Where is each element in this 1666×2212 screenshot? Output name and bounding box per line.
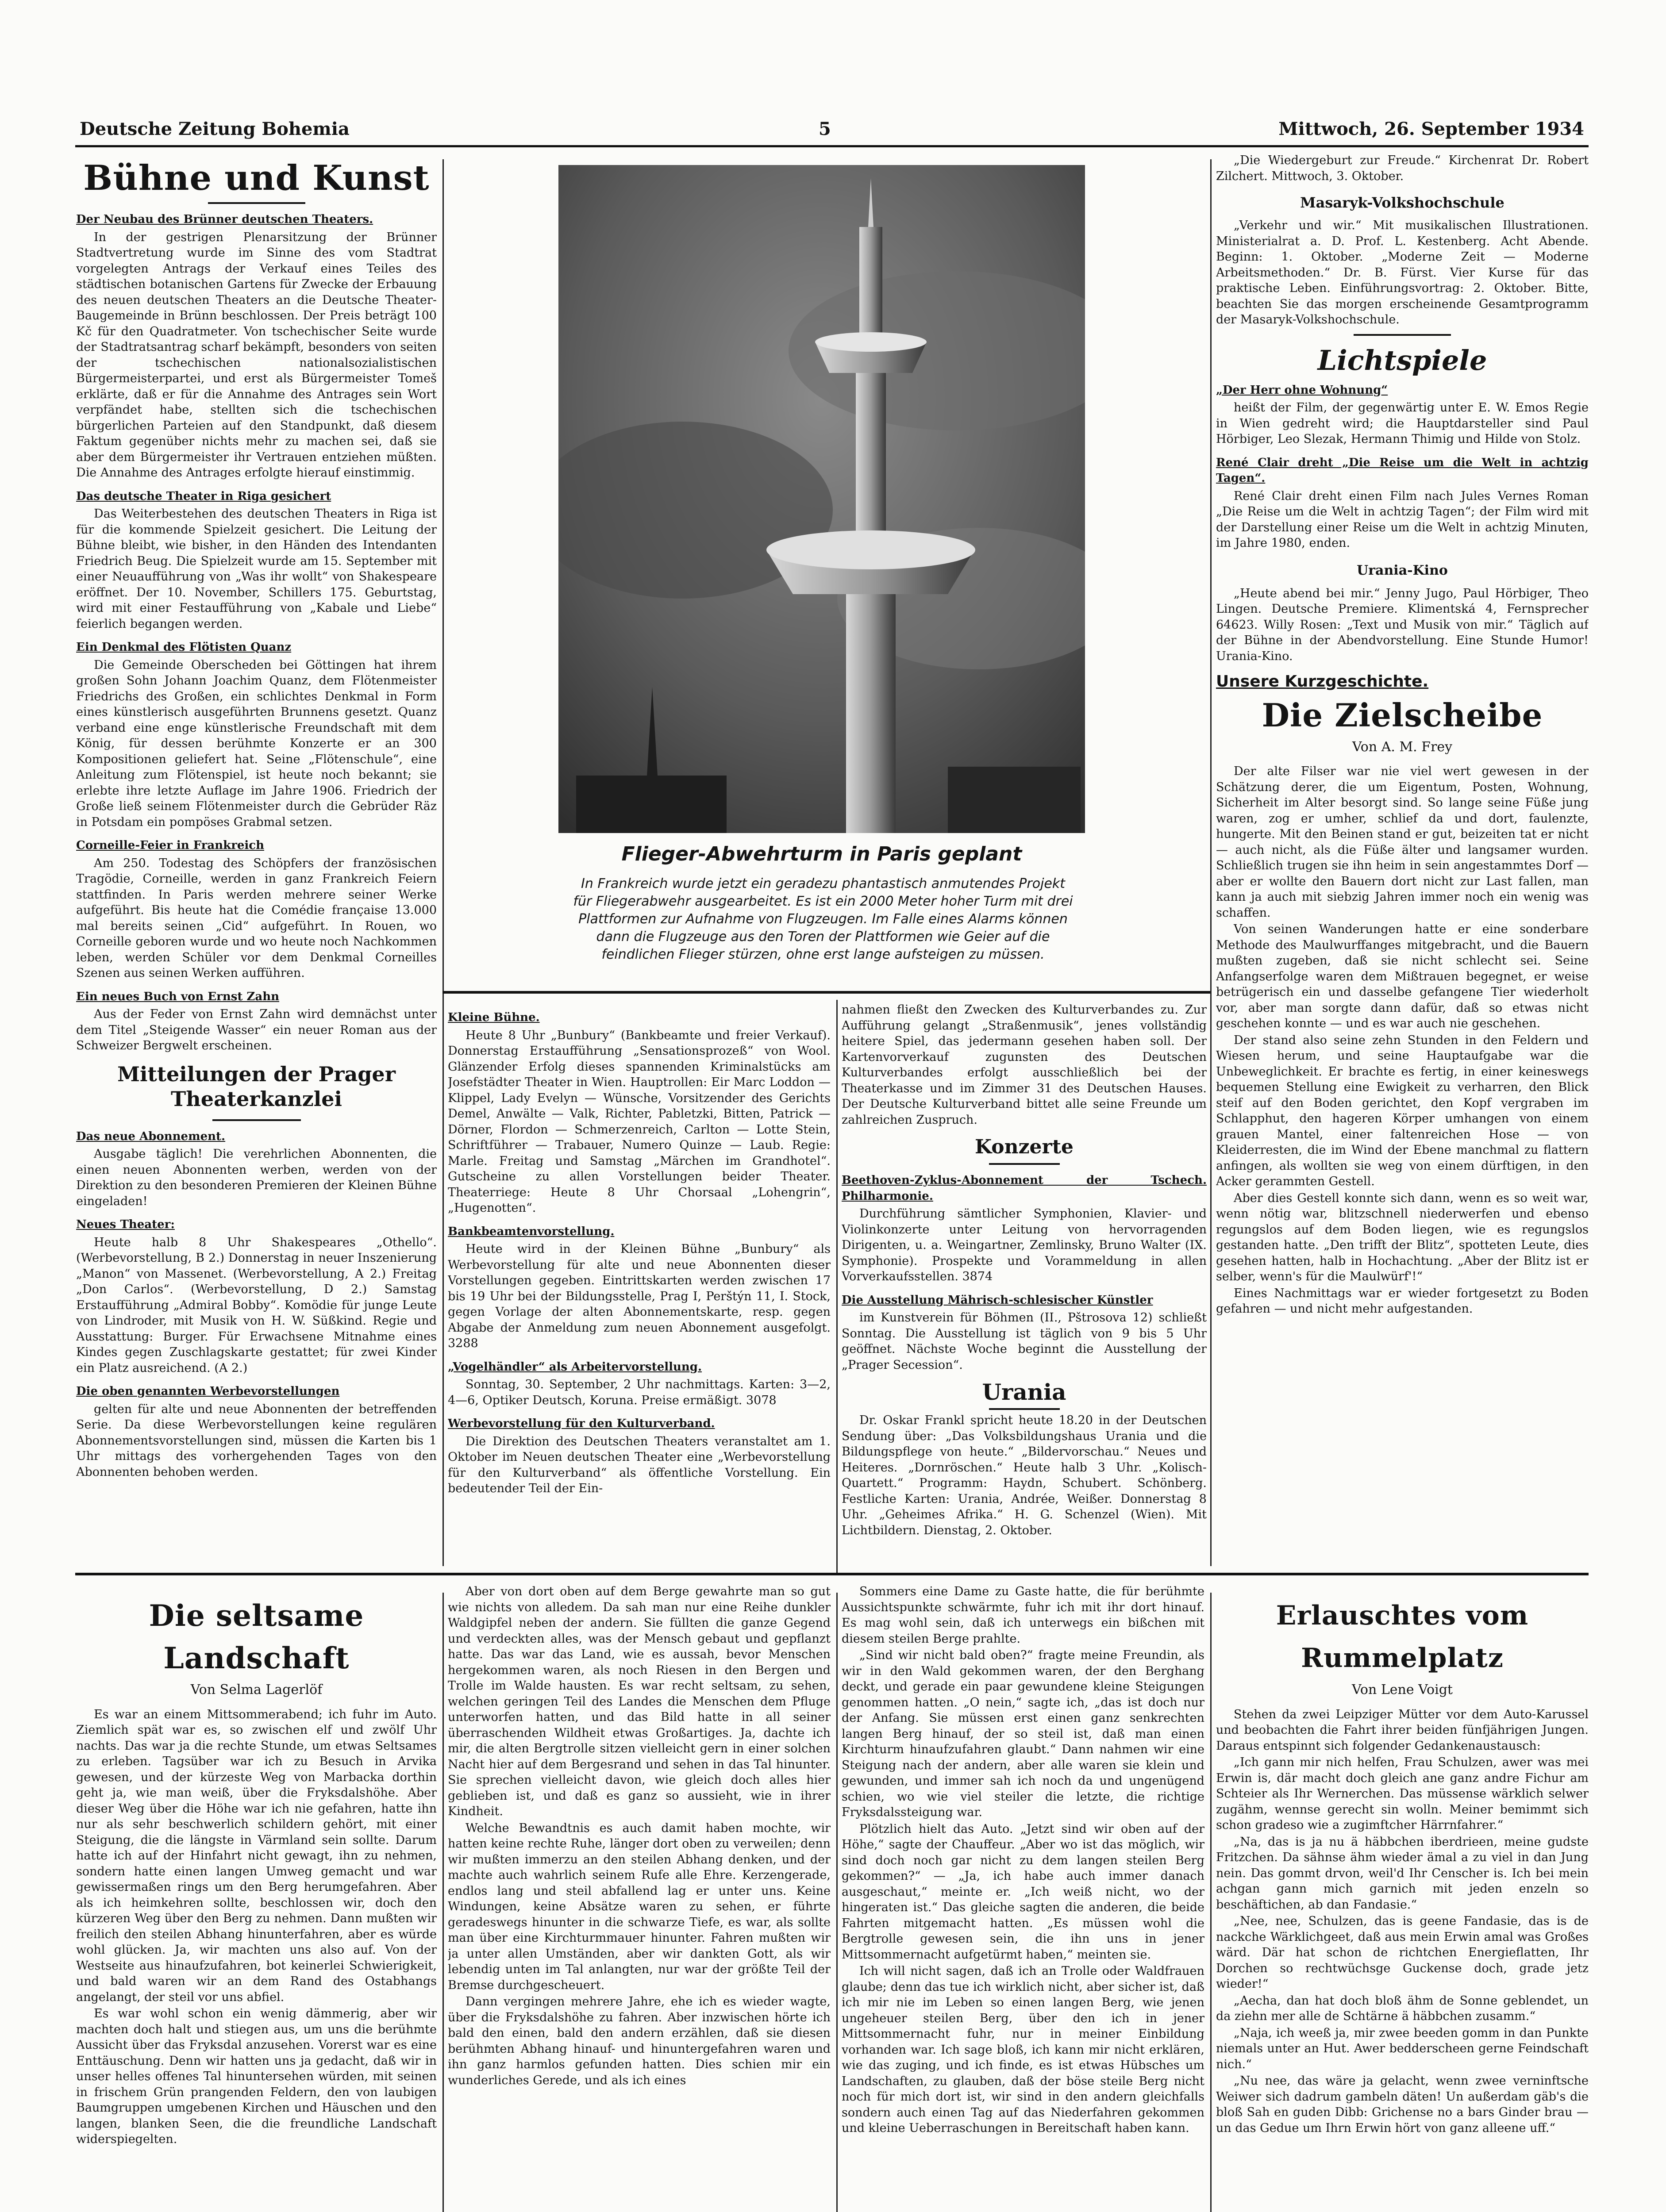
- paragraph: „Naja, ich weeß ja, mir zwee beeden gomm in dan Punkte niemals unter an Hut. Awer bedderscheen gerne Feindschaft nich.“: [1216, 2026, 1589, 2071]
- rummelplatz-author: Von Lene Voigt: [1352, 1682, 1453, 1697]
- urania-kino-title: Urania-Kino: [1357, 562, 1448, 578]
- column-rule: [442, 159, 444, 1566]
- paragraph: Aber dies Gestell konnte sich dann, wenn es so weit war, wenn nötig war, blitzschnell niederwerfen und ebenso regungslos auf dem Boden liegen, wie es regungslos gestanden hatte. „Den trifft der Blitz“, spotteten Leute, dies gesehen hatten, halb in Hochachtung. „Aber der Blitz ist er selber, wenn's für die Maulwürf'!“: [1216, 1191, 1589, 1283]
- anti-aircraft-tower-image: [558, 165, 1085, 833]
- column-rule: [836, 1593, 838, 2212]
- photo-caption: In Frankreich wurde jetzt ein geradezu phantastisch anmutendes Projekt für Fliegerabwehr ausgearbeitet. Es ist ein 2000 Meter hoher Turm mit drei Plattformen zur Aufnahme von Flugzeugen. Im Falle eines Alarms können dann die Flugzeuge aus den Toren der Plattformen wie Geier auf die feindlichen Flieger stürzen, ohne erst lange aufsteigen zu müssen.: [573, 876, 1073, 962]
- column-rule: [442, 1593, 444, 2212]
- paragraph: Welche Bewandtnis es auch damit haben mochte, wir hatten keine rechte Ruhe, länger dort oben zu verweilen; denn wir mußten immerzu an den steilen Abhang denken, und der machte auch wahrlich seinem Rufe alle Ehre. Kerzengerade, endlos lang und steil abfallend lag er unter uns. Keine Windungen, keine Absätze waren zu sehen, er führte geradeswegs hinunter in die schwarze Tiefe, es war, als sollte man über eine Kirchturmmauer hinunter. Fahren mußten wir ja unter allen Umständen, aber wir dankten Gott, als wir lebendig unten im Tal anlangten, nur war der größte Teil der Bremse durchgescheuert.: [448, 1821, 831, 1992]
- urania-text: Dr. Oskar Frankl spricht heute 18.20 in der Deutschen Sendung über: „Das Volksbildungshaus Urania und die Bildungspflege von heute.“ „Bildervorschau.“ Neues und Heiteres. „Dornröschen.“ Heute halb 3 Uhr. „Kolisch-Quartett.“ Programm: Haydn, Schubert. Schönberg. Festliche Karten: Urania, Andrée, Weißer. Donnerstag 8 Uhr. „Geheimes Afrika.“ H. G. Schenzel (Wien). Mit Lichtbildern. Dienstag, 2. Oktober.: [842, 1413, 1207, 1537]
- kurzgeschichte-label: Unsere Kurzgeschichte.: [1216, 672, 1429, 691]
- article-text: heißt der Film, der gegenwärtig unter E. W. Emos Regie in Wien gedreht wird; die Hauptdarsteller sind Paul Hörbiger, Leo Slezak, Hermann Thimig und Hilde von Stolz.: [1216, 401, 1589, 446]
- column-rule: [1210, 159, 1212, 1566]
- paragraph: Ich will nicht sagen, daß ich an Trolle oder Waldfrauen glaube; denn das tue ich wirklich nicht, aber sicher ist, daß ich mir nie im Leben so einen langen Berg, wie jenen ungeheuer steilen Berg, über den ich in jener Mittsommernacht fuhr, nur in meiner Einbildung vorhanden war. Ich sage bloß, ich kann mir nicht erklären, wie das zuging, und ich finde, es ist etwas Hübsches um Landschaften, zu glauben, daß der böse steile Berg nicht noch für mich dort ist, wir sind in den andern gleichfalls sondern auch einen Tag auf das Niederfahren gekommen und kleine Ueberraschungen in Bereitschaft haben kann.: [842, 1964, 1204, 2135]
- section-rule: [75, 1573, 1589, 1575]
- masaryk-title: Masaryk-Volkshochschule: [1300, 194, 1504, 211]
- paragraph: Es war an einem Mittsommerabend; ich fuhr im Auto. Ziemlich spät war es, so zwischen elf und zwölf Uhr nachts. Das war ja die rechte Stunde, um etwas Seltsames zu erleben. Tagsüber war ich zu Besuch in Arvika gewesen, und der kürzeste Weg von Marbacka dorthin geht ja, wie man weiß, über die Fryksdalshöhe. Aber dieser Weg über die Höhe war ich nie gefahren, hatte ihn nur als sehr beschwerlich schildern gehört, mit einer Steigung, die die längste in Värmland sein sollte. Darum hatte ich auf der Hinfahrt nicht gewagt, ihn zu nehmen, sondern hatte einen langen Umweg gemacht und war gewissermaßen rings um den Berg herumgefahren. Aber als ich heimkehren sollte, beschlossen wir, doch den kürzeren Weg über den Berg zu nehmen. Dann mußten wir freilich den steilen Abhang hinunterfahren, aber es würde wohl glücken. Ja, wir machten uns also auf. Von der Westseite aus hinaufzufahren, bot keinerlei Schwierigkeit, und bald waren wir an dem Rand des Ostabhangs angelangt, der steil vor uns abfiel.: [76, 1707, 437, 2004]
- paragraph: Dann vergingen mehrere Jahre, ehe ich es wieder wagte, über die Fryksdalshöhe zu fahren. Aber inzwischen hörte ich bald den einen, bald den andern erzählen, daß sie diesen berühmten Abhang hinauf- und hinuntergefahren waren und ihn ganz harmlos gefunden hatten. Dies schien mir ein wunderliches Gerede, und als ich eines: [448, 1995, 831, 2087]
- article-text: im Kunstverein für Böhmen (II., Pštrosova 12) schließt Sonntag. Die Ausstellung ist täglich von 9 bis 5 Uhr geöffnet. Nächste Woche beginnt die Ausstellung der „Prager Secession“.: [842, 1311, 1207, 1372]
- article-heading: Ein neues Buch von Ernst Zahn: [76, 990, 280, 1003]
- paragraph: Von seinen Wanderungen hatte er eine sonderbare Methode des Maulwurffanges mitgebracht, und die Bauern mußten zugeben, daß sie nicht schlecht sei. Seine Anfangserfolge waren dem Mißtrauen begegnet, er weise betrügerisch ein und dasselbe gefangene Tier wiederholt vor, aber man sorgte dann dafür, daß so etwas nicht geschehen konnte — und es war auch nie geschehen.: [1216, 922, 1589, 1030]
- title-rule: [208, 202, 305, 204]
- urania-title: Urania: [982, 1379, 1066, 1405]
- article-text: Das Weiterbestehen des deutschen Theaters in Riga ist für die kommende Spielzeit gesichert. Die Leitung der Bühne bleibt, wie bisher, in den Händen des Intendanten Friedrich Beug. Die Spielzeit wurde am 15. September mit einer Neuaufführung von „Was ihr wollt“ von Shakespeare eröffnet. Der 10. November, Schillers 175. Geburtstag, wird mit einer Festaufführung von „Kabale und Liebe“ feierlich begangen werden.: [76, 507, 437, 631]
- story-title: Die Zielscheibe: [1262, 696, 1543, 734]
- paragraph: Sommers eine Dame zu Gaste hatte, die für berühmte Aussichtspunkte schwärmte, fuhr ich mit ihr dort hinauf. Es mag wohl sein, daß ich unterwegs ein bißchen mit diesem steilen Berge prahlte.: [842, 1585, 1204, 1646]
- masthead: Deutsche Zeitung Bohemia: [80, 119, 350, 139]
- paragraph: „Sind wir nicht bald oben?“ fragte meine Freundin, als wir in den Wald gekommen waren, der den Berghang deckt, und gerade ein paar gewundene kleine Steigungen genommen hatten. „O nein,“ sagte ich, „das ist doch nur der Anfang. Sie müssen erst einen ganz senkrechten langen Berg hinauf, der so steil ist, daß man einen Kirchturm hinaufzufahren glaubt.“ Dann nahmen wir eine Steigung nach der andern, aber alle waren sie klein und gewunden, und immer sah ich noch da und ungenügend schien, wo wie viel steiler die letzte, die richtige Fryksdalssteigung war.: [842, 1648, 1204, 1819]
- page-number: 5: [819, 119, 831, 139]
- paragraph: Eines Nachmittags war er wieder fortgesetzt zu Boden gefahren — und nicht mehr aufgestanden.: [1216, 1286, 1589, 1316]
- paragraph: Der alte Filser war nie viel wert gewesen in der Schätzung derer, die um Eigentum, Posten, Wohnung, Sicherheit im Alter besorgt sind. So lange seine Füße jung waren, zog er umher, schlief da und dort, faulenzte, hungerte. Mit den Beinen stand er gut, beizeiten tat er nicht — auch nicht, als die Füße älter und langsamer wurden. Schließlich trugen sie ihn heim in sein angestammtes Dorf — aber er wollte den Bauern dort nicht zur Last fallen, man kann ja auch mit siebzig Jahren immer noch ein wenig was schaffen.: [1216, 764, 1589, 920]
- masaryk-text: „Verkehr und wir.“ Mit musikalischen Illustrationen. Ministerialrat a. D. Prof. L. Kestenberg. Acht Abende. Beginn: 1. Oktober. „Moderne Zeit — Moderne Arbeitsmethoden.“ Dr. B. Fürst. Vier Kurse für das praktische Leben. Einführungsvortrag: 2. Oktober. Bitte, beachten Sie das morgen erscheinende Gesamtprogramm der Masaryk-Volkshochschule.: [1216, 219, 1589, 326]
- buehne-column: [76, 153, 437, 1568]
- kulturverband-text: nahmen fließt den Zwecken des Kulturverbandes zu. Zur Aufführung gelangt „Straßenmusik“, jenes vollständig heitere Spiel, das jedermann gesehen haben soll. Der Kartenvorverkauf zugunsten des Deutschen Kulturverbandes erfolgt ausschließlich bei der Theaterkasse und im Zimmer 31 des Deutschen Hauses. Der Deutsche Kulturverband bittet alle seine Freunde um zahlreichen Zuspruch.: [842, 1003, 1207, 1127]
- article-text: Am 250. Todestag des Schöpfers der französischen Tragödie, Corneille, werden in ganz Frankreich Feiern stattfinden. In Paris werden mehrere seiner Werke aufgeführt. Bis heute hat die Comédie française 13.000 mal bereits seinen „Cid“ aufgeführt. In Rouen, wo Corneille geboren wurde und wo heute noch Nachkommen leben, werden Schüler vor dem Denkmal Corneilles Szenen aus seinen Werken aufführen.: [76, 856, 437, 980]
- section-rule: [442, 991, 1210, 994]
- photo-title: Flieger-Abwehrturm in Paris geplant: [621, 843, 1022, 865]
- paragraph: Der stand also seine zehn Stunden in den Feldern und Wiesen herum, und seine Hauptaufgabe war die Unbeweglichkeit. Er brachte es fertig, in einer keineswegs bequemen Stellung eine Ewigkeit zu verharren, den Blick steif auf den Boden gerichtet, den Kopf vergraben im Schlapphut, den hageren Körper umhangen von einem grauen Mantel, einer faltenreichen Hose — von Kleiderresten, die im Wind der Ebene manchmal zu flattern anfingen, als wollten sie weg von einem dürftigen, in den Acker gerammten Gestell.: [1216, 1033, 1589, 1188]
- article-heading: Die oben genannten Werbevorstellungen: [76, 1385, 340, 1398]
- article-text: In der gestrigen Plenarsitzung der Brünner Stadtvertretung wurde im Sinne des vom Stadtrat vorgelegten Antrags der Verkauf eines Teiles des städtischen botanischen Gartens für Zwecke der Erbauung des neuen deutschen Theaters an die Deutsche Theater-Baugemeinde in Brünn beschlossen. Der Preis beträgt 100 Kč für den Quadratmeter. Von tschechischer Seite wurde der Stadtratsantrag scharf bekämpft, besonders von seiten der tschechischen nationalsozialistischen Bürgermeisterpartei, und erst als Bürgermeister Tomeš erklärte, daß er für die Annahme des Antrages sein Wort verpfändet habe, stellten sich die tschechischen bürgerlichen Parteien auf den Standpunkt, daß diesem Faktum gegenüber nichts mehr zu machen sei, daß sie aber dem Bürgermeister ihr Vertrauen entziehen müßten. Die Annahme des Antrages erfolgte hierauf einstimmig.: [76, 230, 437, 480]
- article-heading: Die Ausstellung Mährisch-schlesischer Künstler: [842, 1293, 1153, 1307]
- title-rule: [1354, 334, 1451, 336]
- landschaft-column-3: [842, 1584, 1204, 2212]
- paragraph: Es war wohl schon ein wenig dämmerig, aber wir machten doch halt und stiegen aus, um uns die berühmte Aussicht über das Fryksdal anzusehen. Vorerst war es eine Enttäuschung. Denn wir hatten uns ja gedacht, daß wir in unser helles offenes Tal hinuntersehen würden, mit seinen in frischem Grün prangenden Feldern, den von laubigen Baumgruppen umgebenen Kirchen und Häuschen und den langen, blanken Seen, die die freundliche Landschaft widerspiegelten.: [76, 2007, 437, 2146]
- article-text: Heute wird in der Kleinen Bühne „Bunbury“ als Werbevorstellung für alte und neue Abonnenten dieser Vorstellungen gegeben. Eintrittskarten werden zwischen 17 bis 19 Uhr bei der Bildungsstelle, Prag I, Perštýn 11, I. Stock, gegen Vorlage der alten Abonnementskarte, resp. gegen Abgabe der Anmeldung zum neuen Abonnement ausgefolgt. 3288: [448, 1242, 831, 1350]
- article-heading: Beethoven-Zyklus-Abonnement der Tschech. Philharmonie.: [842, 1174, 1207, 1203]
- rummelplatz-column: [1216, 1584, 1589, 2212]
- article-heading: Das neue Abonnement.: [76, 1129, 226, 1143]
- article-text: Die Direktion des Deutschen Theaters veranstaltet am 1. Oktober im Neuen deutschen Theater eine „Werbevorstellung für den Kulturverband“ als öffentliche Vorstellung. Ein bedeutender Teil der Ein-: [448, 1434, 831, 1495]
- urania-kino-text: „Heute abend bei mir.“ Jenny Jugo, Paul Hörbiger, Theo Lingen. Deutsche Premiere. Klimentská 4, Fernsprecher 64623. Willy Rosen: „Text und Musik von mir.“ Täglich auf der Bühne in der Abendvorstellung. Eine Stunde Humor! Urania-Kino.: [1216, 586, 1589, 663]
- column-rule: [1210, 1593, 1212, 2212]
- landschaft-author: Von Selma Lagerlöf: [190, 1682, 323, 1697]
- article-text: Die Gemeinde Oberscheden bei Göttingen hat ihrem großen Sohn Johann Joachim Quanz, dem Flötenmeister Friedrichs des Großen, ein schlichtes Denkmal in Form eines künstlerisch ausgeführten Brunnens gesetzt. Quanz verband eine enge künstlerische Freundschaft mit dem König, für dessen berühmte Konzerte er an 300 Kompositionen geliefert hat. Seine „Flötenschule“, eine Anleitung zum Flötenspiel, ist heute noch bekannt; sie erlebte ihre letzte Auflage im Jahre 1906. Friedrich der Große ließ seinem Flötenmeister durch die Gebrüder Räz in Potsdam ein pompöses Grabmal setzen.: [76, 658, 437, 829]
- article-heading: Werbevorstellung für den Kulturverband.: [448, 1417, 715, 1430]
- kleine-buehne-column: [448, 1002, 831, 1573]
- article-text: Aus der Feder von Ernst Zahn wird demnächst unter dem Titel „Steigende Wasser“ ein neuer Roman aus der Schweizer Bergwelt erscheinen.: [76, 1007, 437, 1052]
- article-text: gelten für alte und neue Abonnenten der betreffenden Serie. Da diese Werbevorstellungen keine regulären Abonnementsvorstellungen sind, müssen die Karten bis 1 Uhr mittags des vorhergehenden Tages von den Abonnenten behoben werden.: [76, 1402, 437, 1479]
- paragraph: Plötzlich hielt das Auto. „Jetzt sind wir oben auf der Höhe,“ sagte der Chauffeur. „Aber wo ist das möglich, wir sind doch noch gar nicht zu dem langen steilen Berg gekommen?“ — „Ja, ich habe auch immer danach ausgeschaut,“ meinte er. „Ich weiß nicht, wo der hingeraten ist.“ Das gleiche sagten die anderen, die beide Fahrten mitgemacht hatten. „Es müssen wohl die Bergtrolle gewesen sein, die ihn uns in jener Mittsommernacht aufgetürmt haben,“ meinten sie.: [842, 1822, 1204, 1962]
- rummelplatz-title: Erlauschtes vom Rummelplatz: [1276, 1600, 1529, 1674]
- story-author: Von A. M. Frey: [1352, 739, 1453, 755]
- article-text: René Clair dreht einen Film nach Jules Vernes Roman „Die Reise um die Welt in achtzig Tagen“; der Film wird mit der Darstellung einer Reise um die Welt in achtzig Minuten, im Jahre 1980, enden.: [1216, 489, 1589, 550]
- article-heading: René Clair dreht „Die Reise um die Welt in achtzig Tagen“.: [1216, 456, 1589, 485]
- lichtspiele-title: Lichtspiele: [1317, 344, 1487, 376]
- title-rule: [989, 1408, 1060, 1410]
- title-rule: [989, 1163, 1060, 1165]
- konzerte-column: [842, 1002, 1207, 1573]
- konzerte-title: Konzerte: [974, 1136, 1074, 1158]
- article-heading: Ein Denkmal des Flötisten Quanz: [76, 641, 292, 654]
- paragraph: Aber von dort oben auf dem Berge gewahrte man so gut wie nichts von alledem. Da sah man nur eine Reihe dunkler Waldgipfel neben der andern. Sie füllten die ganze Gegend und verdeckten alles, was der Mensch gebaut und gepflanzt hatte. Das war das Land, wie es aussah, bevor Menschen hergekommen waren, als noch Riesen in den Bergen und Trolle im Walde hausten. Es war recht seltsam, zu sehen, welchen geringen Teil des Landes die Menschen dem Pfluge unterworfen hatten, und das Bild hatte in all seiner überraschenden Wildheit etwas Großartiges. Ja, dachte ich mir, die alten Bergtrolle sitzen vielleicht gern in einer solchen Nacht hier auf dem Bergesrand und sehen in das Tal hinunter. Sie sprechen vielleicht davon, wie gleich doch alles hier geblieben ist, und daß es ganz so aussieht, wie in ihrer Kindheit.: [448, 1585, 831, 1818]
- landschaft-title: Die seltsame Landschaft: [149, 1598, 364, 1675]
- landschaft-column-2: [448, 1584, 831, 2212]
- column-rule: [836, 1000, 838, 1575]
- title-rule: [212, 1119, 301, 1121]
- right-column: [1216, 153, 1589, 1568]
- paragraph: „Nu nee, das wäre ja gelacht, wenn zwee verninftsche Weiwer sich dadrum gambeln däten! Un außerdam gäb's die bloß Sah en guden Dibb: Grichense no a bars Ginder brau — un das Gedue um Ihrn Erwin hört von ganz alleene uff.“: [1216, 2074, 1589, 2135]
- section-title: Bühne und Kunst: [83, 158, 430, 198]
- paragraph: „Ich gann mir nich helfen, Frau Schulzen, awer was mei Erwin is, där macht doch gleich ane ganz andre Fichur am Schteier als Ihr Wernerchen. Das müssense wärklich selwer zugähm, wennse gerecht sin wolln. Meiner bemimmt sich schon gradeso wie a zugimftcher Härrnfahrer.“: [1216, 1755, 1589, 1832]
- article-heading: Corneille-Feier in Frankreich: [76, 839, 265, 852]
- paragraph: „Nee, nee, Schulzen, das is geene Fandasie, das is de nackche Wärklichgeet, daß aus mein Erwin amal was Großes wärd. Där hat schon de richtchen Energieflatten, Ihr Dorchen so rechtwüchsge Guckense doch, grade jetz wieder!“: [1216, 1914, 1589, 1991]
- article-text: Durchführung sämtlicher Symphonien, Klavier- und Violinkonzerte unter Leitung von hervorragenden Dirigenten, u. a. Weingartner, Zemlinsky, Bruno Walter (IX. Symphonie). Prospekte und Vorammeldung in allen Vorverkaufsstellen. 3874: [842, 1207, 1207, 1283]
- landschaft-column: [76, 1584, 437, 2212]
- article-heading: Das deutsche Theater in Riga gesichert: [76, 489, 331, 503]
- article-text: Heute halb 8 Uhr Shakespeares „Othello“. (Werbevorstellung, B 2.) Donnerstag in neuer Inszenierung „Manon“ von Massenet. (Werbevorstellung, A 2.) Freitag „Don Carlos“. (Werbevorstellung, D 2.) Samstag Erstaufführung „Admiral Bobby“. Komödie für junge Leute von Lindroder, mit Musik von H. W. Süßkind. Regie und Ausstattung: Burger. Für Erwachsene Mitnahme eines Kindes gegen Zuschlagskarte gestattet; für zwei Kinder ein Platz ausreichend. (A 2.): [76, 1235, 437, 1375]
- article-heading: „Vogelhändler“ als Arbeitervorstellung.: [448, 1360, 702, 1374]
- paragraph: „Na, das is ja nu ä häbbchen iberdrieen, meine gudste Fritzchen. Da sähnse ähm wieder ämal a zu viel in dan Jung nein. Das gommt drvon, weil'd Ihr Censcher is. Ich bei mein achgan gann mich garnich mit jeden enzeln so beschäftichen, ab dan Fandasie.“: [1216, 1835, 1589, 1912]
- article-heading: „Der Herr ohne Wohnung“: [1216, 383, 1388, 397]
- tower-photo: [558, 165, 1085, 833]
- article-text: Sonntag, 30. September, 2 Uhr nachmittags. Karten: 3—2, 4—6, Optiker Deutsch, Koruna. Preise ermäßigt. 3078: [448, 1378, 831, 1407]
- theaterkanzlei-title: Mitteilungen der Prager Theaterkanzlei: [117, 1062, 396, 1111]
- article-heading: Bankbeamtenvorstellung.: [448, 1225, 615, 1238]
- article-heading: Neues Theater:: [76, 1218, 175, 1231]
- paragraph: „Aecha, dan hat doch bloß ähm de Sonne geblendet, un da ziehn mer alle de Schtärne ä häbbchen zusamm.“: [1216, 1993, 1589, 2023]
- article-heading: Der Neubau des Brünner deutschen Theaters.: [76, 213, 373, 226]
- header-date: Mittwoch, 26. September 1934: [1278, 119, 1584, 139]
- article-text: Ausgabe täglich! Die verehrlichen Abonnenten, die einen neuen Abonnenten werben, werden von der Direktion zu den besonderen Premieren der Kleinen Bühne eingeladen!: [76, 1147, 437, 1208]
- wiedergeburt-note: „Die Wiedergeburt zur Freude.“ Kirchenrat Dr. Robert Zilchert. Mittwoch, 3. Oktober.: [1216, 154, 1589, 183]
- article-text: Heute 8 Uhr „Bunbury“ (Bankbeamte und freier Verkauf). Donnerstag Erstaufführung „Sensationsprozeß“ von Wool. Glänzender Erfolg dieses spannenden Kriminalstücks am Josefstädter Theater in Wien. Hauptrollen: Eir Marc Loddon — Klippel, Lady Evelyn — Wünsche, Vorsitzender des Gerichts Demel, Anwälte — Valk, Richter, Pabletzki, Bitten, Patrick — Dörner, Flordon — Schmerzenreich, Carlton — Lotte Stein, Schriftführer — Trabauer, Numero Quinze — Laub. Regie: Marle. Freitag und Samstag „Märchen im Grandhotel“. Gutscheine zu allen Vorstellungen beider Theater. Theaterriege: Heute 8 Uhr Chorsaal „Lohengrin“, „Hugenotten“.: [448, 1028, 831, 1215]
- paragraph: Stehen da zwei Leipziger Mütter vor dem Auto-Karussel und beobachten die Fahrt ihrer beiden fünfjährigen Jungen. Daraus entspinnt sich folgender Gedankenaustausch:: [1216, 1707, 1589, 1753]
- page-header: [75, 119, 1589, 147]
- article-heading: Kleine Bühne.: [448, 1011, 540, 1024]
